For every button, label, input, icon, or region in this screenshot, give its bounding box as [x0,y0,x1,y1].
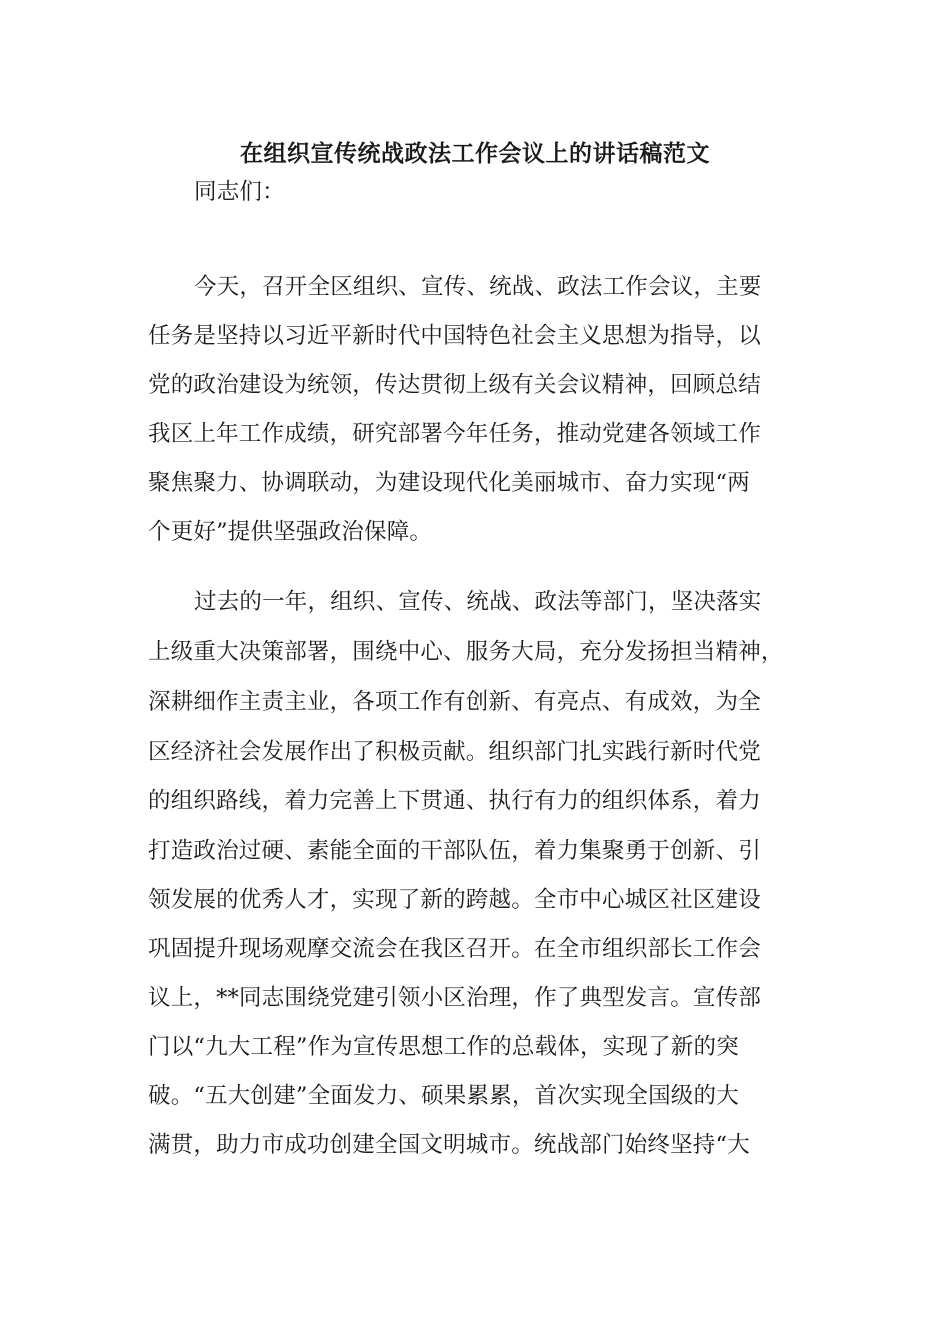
paragraph-line: 上级重大决策部署，围绕中心、服务大局，充分发扬担当精神， [148,639,784,665]
paragraph-line: 我区上年工作成绩，研究部署今年任务，推动党建各领域工作 [148,421,761,447]
paragraph-line: 领发展的优秀人才，实现了新的跨越。全市中心城区社区建设 [148,887,761,913]
paragraph-line: 区经济社会发展作出了积极贡献。组织部门扎实践行新时代党 [148,739,761,765]
paragraph-line: 个更好”提供坚强政治保障。 [148,519,433,545]
paragraph-line: 打造政治过硬、素能全面的干部队伍，着力集聚勇于创新、引 [148,838,761,864]
paragraph-line: 聚焦聚力、协调联动，为建设现代化美丽城市、奋力实现“两 [148,470,750,496]
paragraph-line: 过去的一年，组织、宣传、统战、政法等部门，坚决落实 [194,589,762,615]
paragraph-line: 破。“五大创建”全面发力、硕果累累，首次实现全国级的大 [148,1083,739,1109]
paragraph-line: 任务是坚持以习近平新时代中国特色社会主义思想为指导，以 [148,323,761,349]
paragraph-line: 今天，召开全区组织、宣传、统战、政法工作会议，主要 [194,274,762,300]
paragraph-line: 门以“九大工程”作为宣传思想工作的总载体，实现了新的突 [148,1034,739,1060]
paragraph-line: 满贯，助力市成功创建全国文明城市。统战部门始终坚持“大 [148,1132,750,1158]
document-title: 在组织宣传统战政法工作会议上的讲话稿范文 [240,141,710,167]
paragraph-line: 党的政治建设为统领，传达贯彻上级有关会议精神，回顾总结 [148,372,761,398]
paragraph-line: 深耕细作主责主业，各项工作有创新、有亮点、有成效，为全 [148,689,761,715]
salutation: 同志们： [194,179,285,205]
paragraph-line: 的组织路线，着力完善上下贯通、执行有力的组织体系，着力 [148,788,761,814]
paragraph-line: 议上，**同志围绕党建引领小区治理，作了典型发言。宣传部 [148,985,762,1011]
paragraph-line: 巩固提升现场观摩交流会在我区召开。在全市组织部长工作会 [148,936,761,962]
